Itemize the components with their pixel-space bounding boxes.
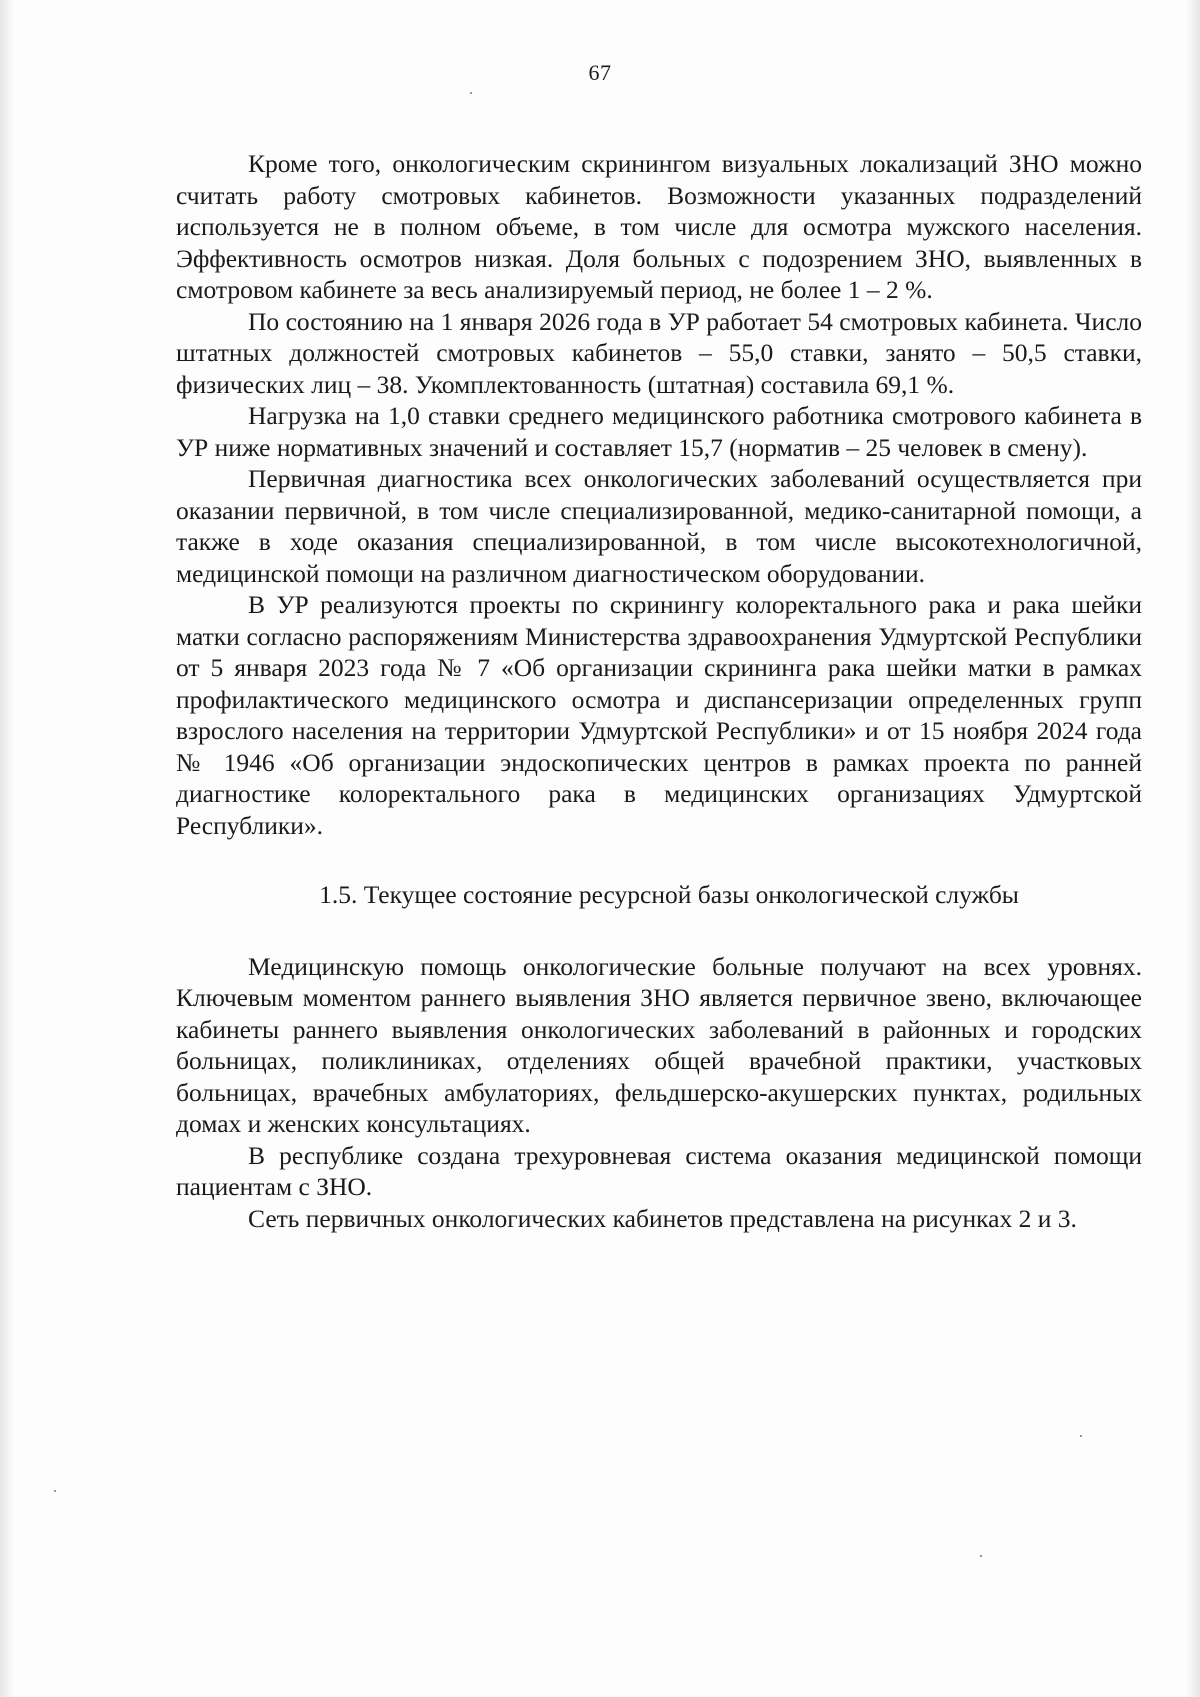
scan-edge-shadow-left (0, 0, 14, 1697)
scan-speck (470, 92, 472, 94)
paragraph-workload: Нагрузка на 1,0 ставки среднего медицинского работника смотрового кабинета в УР ниже нормативных значений и составляет 15,7 (норматив – 25 человек в смену). (176, 401, 1142, 462)
page-number: 67 (588, 60, 612, 85)
scan-speck (980, 1555, 982, 1557)
section-heading: 1.5. Текущее состояние ресурсной базы онкологической службы (319, 880, 1019, 909)
paragraph-screening-projects: В УР реализуются проекты по скринингу колоректального рака и рака шейки матки согласно распоряжениям Министерства здравоохранения Удмуртской Республики от 5 января 2023 года № 7 «Об организации скрининга рака шейки матки в рамках профилактического медицинского осмотра и диспансеризации определенных групп взрослого населения на территории Удмуртской Республики» и от 15 ноября 2024 года № 1946 «Об организации эндоскопических центров в рамках проекта по ранней диагностике колоректального рака в медицинских организациях Удмуртской Республики». (176, 590, 1142, 840)
scan-speck (54, 1490, 56, 1492)
paragraph-exam-rooms-count: По состоянию на 1 января 2026 года в УР работает 54 смотровых кабинета. Число штатных должностей смотровых кабинетов – 55,0 ставки, занято – 50,5 ставки, физических лиц – 38. Укомплектованность (штатная) составила 69,1 %. (176, 306, 1142, 399)
document-body (176, 148, 1142, 1234)
paragraph-screening-visual: Кроме того, онкологическим скринингом визуальных локализаций ЗНО можно считать работу смотровых кабинетов. Возможности указанных подразделений используется не в полном объеме, в том числе для осмотра мужского населения. Эффективность осмотров низкая. Доля больных с подозрением ЗНО, выявленных в смотровом кабинете за весь анализируемый период, не более 1 – 2 %. (176, 149, 1142, 304)
paragraph-three-level-system: В республике создана трехуровневая система оказания медицинской помощи пациентам с ЗНО. (176, 1140, 1142, 1201)
scan-edge-shadow-right (1186, 0, 1200, 1697)
scan-speck (1080, 1435, 1082, 1437)
paragraph-figures-reference: Сеть первичных онкологических кабинетов представлена на рисунках 2 и 3. (248, 1203, 1077, 1233)
paragraph-primary-diagnostics: Первичная диагностика всех онкологических заболеваний осуществляется при оказании первичной, в том числе специализированной, медико-санитарной помощи, а также в ходе оказания специализированной, в том числе высокотехнологичной, медицинской помощи на различном диагностическом оборудовании. (176, 464, 1142, 588)
paragraph-care-levels: Медицинскую помощь онкологические больные получают на всех уровнях. Ключевым моментом раннего выявления ЗНО является первичное звено, включающее кабинеты раннего выявления онкологических заболеваний в районных и городских больницах, поликлиниках, отделениях общей врачебной практики, участковых больницах, врачебных амбулаториях, фельдшерско-акушерских пунктах, родильных домах и женских консультациях. (176, 951, 1142, 1138)
